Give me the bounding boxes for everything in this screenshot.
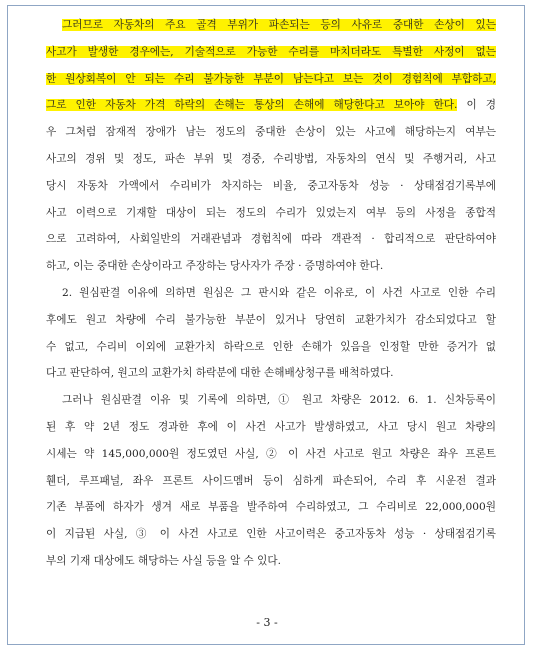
- text-line: [46, 468, 496, 495]
- line-text: 된 후 약 2년 정도 경과한 후에 이 사건 사고가 발생하였고, 사고 당시 원고 차량의: [46, 420, 496, 433]
- highlighted-text: 그로 인한 자동차 가격 하락의 손해는 통상의 손해에 해당한다고 보아야 한다.: [46, 99, 458, 112]
- text-line: [46, 307, 496, 334]
- line-text: 으로 고려하여, 사회일반의 거래관념과 경험칙에 따라 객관적 · 합리적으로 판단하여야: [46, 233, 496, 246]
- text-line: [46, 173, 496, 200]
- text-line: [46, 441, 496, 468]
- text-line: [46, 414, 496, 441]
- text-line: [46, 387, 496, 414]
- page-number: - 3 -: [256, 616, 278, 629]
- text-line: [46, 200, 496, 227]
- document-body: [46, 12, 496, 575]
- line-text: 당시 자동차 가액에서 수리비가 차지하는 비율, 중고자동차 성능 · 상태점검기록부에: [46, 179, 496, 192]
- text-line: [46, 548, 496, 575]
- line-text: 사고의 경위 및 정도, 파손 부위 및 경중, 수리방법, 자동차의 연식 및 주행거리, 사고: [46, 152, 496, 165]
- text-line: [46, 280, 496, 307]
- text-line: [46, 521, 496, 548]
- text-line: [46, 119, 496, 146]
- highlighted-text: 사고가 발생한 경우에는, 기술적으로 가능한 수리를 마치더라도 특별한 사정이 없는: [46, 45, 496, 58]
- line-text: 이 지급된 사실, ③ 이 사건 사고로 인한 사고이력은 중고자동차 성능 · 상태점검기록: [46, 528, 496, 541]
- text-line: [46, 360, 496, 387]
- line-text: 그러나 원심판결 이유 및 기록에 의하면, ① 원고 차량은 2012. 6. 1. 신차등록이: [62, 394, 496, 407]
- line-text: 2. 원심판결 이유에 의하면 원심은 그 판시와 같은 이유로, 이 사건 사고로 인한 수리: [62, 286, 496, 299]
- line-text: 시세는 약 145,000,000원 정도였던 사실, ② 이 사건 사고로 원고 차량은 좌우 프론트: [46, 447, 496, 460]
- line-text: 이 경: [457, 99, 496, 112]
- text-line: [46, 494, 496, 521]
- line-text: 휀더, 루프패널, 좌우 프론트 사이드멤버 등이 심하게 파손되어, 수리 후 시운전 결과: [46, 474, 496, 487]
- text-line: [46, 39, 496, 66]
- text-line: [46, 253, 496, 280]
- line-text: 다고 판단하여, 원고의 교환가치 하락분에 대한 손해배상청구를 배척하였다.: [46, 367, 394, 380]
- text-line: [46, 334, 496, 361]
- text-line: [46, 146, 496, 173]
- text-line: [46, 226, 496, 253]
- text-line: [46, 12, 496, 39]
- line-text: 사고 이력으로 기재할 대상이 되는 정도의 수리가 있었는지 여부 등의 사정을 종합적: [46, 206, 496, 219]
- highlighted-text: 그러므로 자동차의 주요 골격 부위가 파손되는 등의 사유로 중대한 손상이 있는: [62, 19, 496, 31]
- line-text: 우 그처럼 잠재적 장애가 남는 정도의 중대한 손상이 있는 사고에 해당하는지 여부는: [46, 126, 496, 139]
- line-text: 후에도 원고 차량에 수리 불가능한 부분이 있거나 당연히 교환가치가 감소되었다고 할: [46, 313, 496, 326]
- highlighted-text: 한 원상회복이 안 되는 수리 불가능한 부분이 남는다고 보는 것이 경험칙에 부합하고,: [46, 72, 496, 85]
- line-text: 부의 기재 대상에도 해당하는 사실 등을 알 수 있다.: [46, 554, 281, 567]
- line-text: 기존 부품에 하자가 생겨 새로 부품을 발주하여 수리하였고, 그 수리비로 22,000,000원: [46, 501, 496, 514]
- line-text: 하고, 이는 중대한 손상이라고 주장하는 당사자가 주장 · 증명하여야 한다.: [46, 260, 384, 273]
- line-text: 수 없고, 수리비 이외에 교환가치 하락으로 인한 손해가 있음을 인정할 만한 증거가 없: [46, 340, 496, 353]
- text-line: [46, 66, 496, 93]
- text-line: [46, 92, 496, 119]
